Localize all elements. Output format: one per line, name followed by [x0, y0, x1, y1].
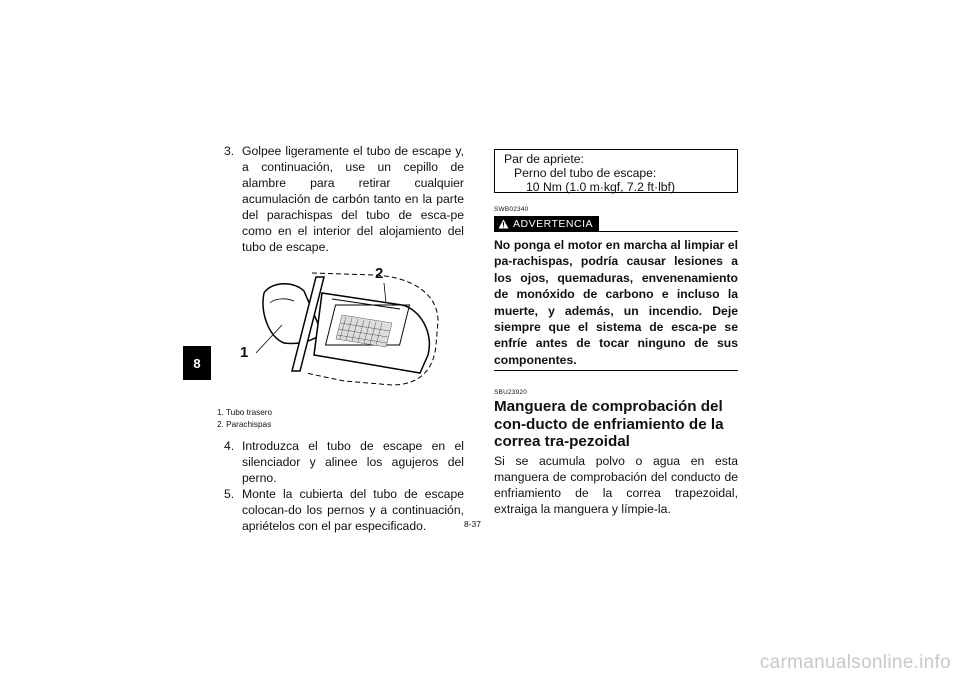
step-3 [224, 143, 464, 255]
callout-2: 2 [375, 265, 384, 282]
step-5 [224, 486, 464, 534]
step-text: Golpee ligeramente el tubo de escape y, a continuación, use un cepillo de alambre para retirar cualquier acumulación de carbón tanto en la parte del parachispas del tubo de esca-pe como en el interior del alojamiento del tubo de escape. [242, 144, 464, 254]
warning-badge-label: ADVERTENCIA [513, 218, 593, 230]
section-tab [183, 346, 211, 380]
figure-captions [217, 407, 464, 430]
warning-text: No ponga el motor en marcha al limpiar el pa-rachispas, podría causar lesiones a los ojos, quemaduras, envenenamiento de monóxido de carbono e incluso la muerte, y además, un incendio. Deje siempre que el sistema de esca-pe se enfríe antes de tocar ninguno de sus componentes. [494, 238, 738, 367]
section-tab-number: 8 [193, 355, 201, 371]
exhaust-pipe-drawing [224, 263, 464, 403]
watermark: carmanualsonline.info [759, 652, 951, 673]
step-number: 4. [224, 439, 235, 453]
caption-tubo-trasero: 1. Tubo trasero [217, 408, 273, 417]
section-body: Si se acumula polvo o agua en esta manguera de comprobación del conducto de enfriamiento de la correa trapezoidal, extraiga la manguera y límpie-la. [494, 453, 738, 516]
caption-parachispas: 2. Parachispas [217, 419, 272, 429]
step-text: Monte la cubierta del tubo de escape colocan-do los pernos y a continuación, apriételos con el par especificado. [242, 487, 464, 533]
section-title: Manguera de comprobación del con-ducto de enfriamiento de la correa tra-pezoidal [494, 398, 724, 451]
step-4 [224, 438, 464, 486]
steps-list [224, 438, 464, 534]
warning-bottom-rule [494, 370, 738, 371]
callout-1: 1 [240, 344, 249, 361]
spark-arrester-illustration [224, 263, 464, 403]
torque-spec-box [494, 149, 738, 193]
torque-value: 10 Nm (1.0 m·kgf, 7.2 ft·lbf) [526, 180, 675, 195]
section-code: SBU23920 [494, 389, 528, 397]
page-number: 8-37 [464, 519, 482, 529]
warning-triangle-icon [498, 219, 509, 229]
right-column [494, 149, 738, 517]
torque-part: Perno del tubo de escape: [514, 166, 657, 181]
step-number: 5. [224, 487, 235, 501]
step-text: Introduzca el tubo de escape en el silenciador y alinee los agujeros del perno. [242, 439, 464, 485]
warning-rule [599, 231, 738, 232]
torque-label: Par de apriete: [504, 152, 584, 166]
warning-badge [494, 216, 599, 232]
warning-code: SWB02340 [494, 206, 529, 213]
left-column [217, 143, 464, 534]
step-number: 3. [224, 144, 235, 158]
warning-header [494, 216, 738, 232]
